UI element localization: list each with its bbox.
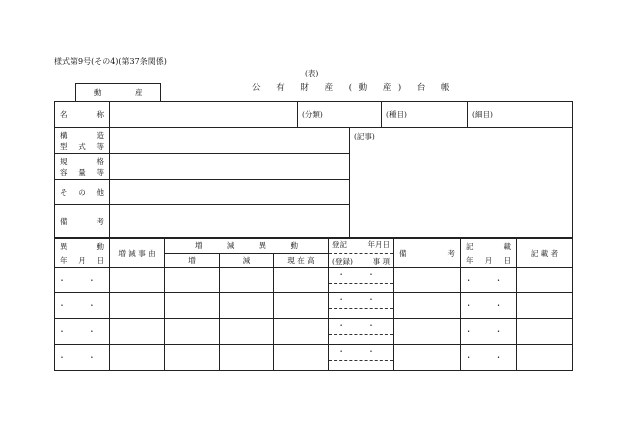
touki-cell: ・ ・ — [329, 293, 394, 319]
touki-cell: ・ ・ — [329, 345, 394, 371]
name-value — [110, 102, 298, 128]
category-tab — [75, 83, 161, 101]
form-reference: 様式第9号(その4)(第37条関係) — [54, 57, 167, 66]
zougen-jiyuu-header: 増 減 事 由 — [110, 239, 165, 268]
idou-date-cell: ・ ・ — [55, 268, 110, 293]
gen-header: 減 — [220, 253, 274, 268]
page-title: 公 有 財 産 (動 産) 台 帳 — [252, 83, 457, 93]
kikaku-value — [110, 154, 350, 180]
idou-date-cell: ・ ・ — [55, 345, 110, 371]
kiji-cell: (記事) — [350, 128, 573, 238]
name-label: 名 称 — [55, 102, 110, 128]
bunrui-cell: (分類) — [298, 102, 382, 128]
name-row — [55, 102, 573, 128]
sonota-label: そ の 他 — [55, 180, 110, 205]
saimoku-cell: (細目) — [468, 102, 573, 128]
lower-header-row-1 — [55, 239, 573, 254]
bikou-header: 備 考 — [394, 239, 461, 268]
idou-header: 異 動 年 月 日 — [55, 239, 110, 268]
idou-date-cell: ・ ・ — [55, 293, 110, 319]
tab-label-right: 産 — [135, 88, 143, 97]
table-row — [55, 293, 573, 319]
kisai-date-cell: ・ ・ — [461, 268, 517, 293]
genzaidaka-header: 現 在 高 — [274, 253, 329, 268]
zougen-idou-header: 増 減 異 動 — [165, 239, 329, 254]
bikou-label: 備 考 — [55, 205, 110, 238]
kisai-date-cell: ・ ・ — [461, 293, 517, 319]
shumoku-cell: (種目) — [382, 102, 468, 128]
table-row — [55, 319, 573, 345]
kikaku-label: 規 格 容 量 等 — [55, 154, 110, 180]
kisai-date-cell: ・ ・ — [461, 319, 517, 345]
touki-cell: ・ ・ — [329, 319, 394, 345]
table-row — [55, 268, 573, 293]
idou-date-cell: ・ ・ — [55, 319, 110, 345]
kouzou-label: 構 造 型 式 等 — [55, 128, 110, 154]
sonota-value — [110, 180, 350, 205]
touki-cell: ・ ・ — [329, 268, 394, 293]
kisaisha-header: 記 載 者 — [517, 239, 573, 268]
bikou-value — [110, 205, 350, 238]
kouzou-row — [55, 128, 573, 154]
side-label: (表) — [305, 69, 319, 78]
kisai-date-cell: ・ ・ — [461, 345, 517, 371]
touki-header: 登記 年月日 (登録) 事 項 — [329, 239, 394, 268]
upper-table — [54, 101, 573, 238]
lower-table — [54, 238, 573, 371]
zou-header: 増 — [165, 253, 220, 268]
kisai-header: 記 載 年 月 日 — [461, 239, 517, 268]
tab-label-left: 動 — [94, 88, 102, 97]
kouzou-value — [110, 128, 350, 154]
table-row — [55, 345, 573, 371]
